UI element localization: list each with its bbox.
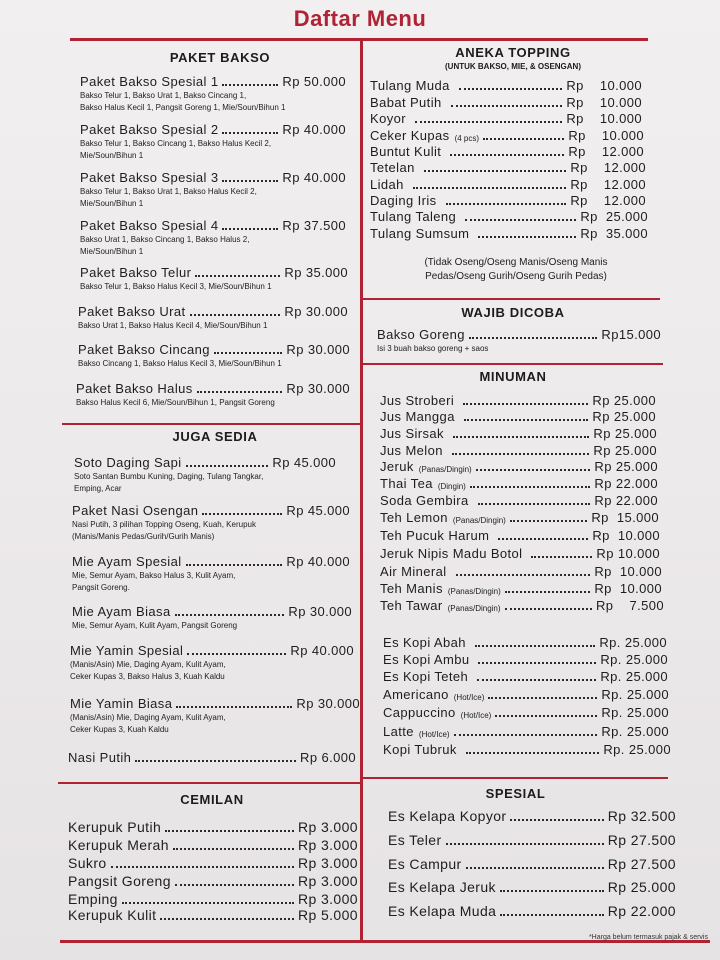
menu-item-jus-melon bbox=[380, 443, 657, 458]
menu-item-jeruk-nipis-madu-botol bbox=[380, 546, 660, 561]
item-name: Es Kelapa Kopyor bbox=[388, 808, 507, 824]
item-name: Jus Melon bbox=[380, 443, 443, 458]
section-divider bbox=[58, 782, 360, 784]
item-name: Kerupuk Putih bbox=[68, 819, 162, 835]
item-name: Mie Ayam Spesial bbox=[72, 554, 182, 569]
item-price: Rp 12.000 bbox=[570, 160, 646, 175]
item-name: Es Kopi Ambu bbox=[383, 652, 470, 667]
item-note: (Panas/Dingin) bbox=[418, 465, 472, 474]
menu-item-mie-ayam-spesial bbox=[72, 554, 350, 593]
menu-item-soda-gembira bbox=[380, 493, 658, 508]
item-price: Rp 40.000 bbox=[282, 122, 346, 137]
item-description: Bakso Cincang 1, Bakso Halus Kecil 3, Mie/Soun/Bihun 1 bbox=[78, 359, 282, 368]
section-divider bbox=[363, 777, 668, 779]
item-description: Isi 3 buah bakso goreng + saos bbox=[377, 344, 489, 353]
menu-item-ceker-kupas bbox=[370, 128, 644, 143]
item-note: (Hot/Ice) bbox=[453, 693, 485, 702]
menu-item-paket-nasi-osengan bbox=[72, 503, 350, 542]
item-note: (Panas/Dingin) bbox=[452, 516, 506, 525]
menu-item-latte bbox=[383, 724, 669, 739]
menu-item-es-kelapa-muda bbox=[388, 903, 676, 919]
menu-item-mie-ayam-biasa bbox=[72, 604, 352, 631]
item-name: Ceker Kupas bbox=[370, 128, 450, 143]
item-price: Rp 15.000 bbox=[591, 510, 659, 525]
menu-item-nasi-putih bbox=[68, 750, 356, 765]
item-name: Emping bbox=[68, 891, 118, 907]
menu-item-es-kelapa-kopyor bbox=[388, 808, 676, 824]
menu-item-americano bbox=[383, 687, 669, 702]
item-price: Rp 35.000 bbox=[284, 265, 348, 280]
menu-item-es-kopi-ambu bbox=[383, 652, 668, 667]
item-price: Rp. 25.000 bbox=[599, 635, 667, 650]
item-description: Bakso Telur 1, Bakso Urat 1, Bakso Cincang 1, bbox=[80, 91, 247, 100]
item-name: Paket Bakso Cincang bbox=[78, 342, 210, 357]
item-description: Mie/Soun/Bihun 1 bbox=[80, 199, 144, 208]
menu-item-jus-sirsak bbox=[380, 426, 657, 441]
item-price: Rp 25.000 bbox=[580, 209, 648, 224]
item-name: Sukro bbox=[68, 855, 107, 871]
menu-item-tetelan bbox=[370, 160, 646, 175]
item-name: Jeruk Nipis Madu Botol bbox=[380, 546, 523, 561]
item-description: Ceker Kupas 3, Kuah Kaldu bbox=[70, 725, 169, 734]
item-price: Rp 37.500 bbox=[282, 218, 346, 233]
item-name: Babat Putih bbox=[370, 95, 442, 110]
item-name: Paket Bakso Urat bbox=[78, 304, 186, 319]
title-divider bbox=[70, 38, 648, 41]
item-name: Kerupuk Merah bbox=[68, 837, 169, 853]
item-name: Es Campur bbox=[388, 856, 462, 872]
item-price: Rp 10.000 bbox=[566, 111, 642, 126]
item-price: Rp 10.000 bbox=[596, 546, 660, 561]
menu-item-teh-lemon bbox=[380, 510, 659, 525]
menu-item-jus-mangga bbox=[380, 409, 656, 424]
menu-item-paket-bakso-spesial-1 bbox=[80, 74, 346, 113]
menu-item-es-kelapa-jeruk bbox=[388, 879, 676, 895]
menu-item-kerupuk-merah bbox=[68, 837, 358, 853]
menu-item-daging-iris bbox=[370, 193, 646, 208]
item-name: Soto Daging Sapi bbox=[74, 455, 182, 470]
section-title-spesial: SPESIAL bbox=[485, 786, 546, 801]
section-divider bbox=[363, 363, 663, 365]
menu-item-es-teler bbox=[388, 832, 676, 848]
item-name: Mie Ayam Biasa bbox=[72, 604, 171, 619]
item-description: (Manis/Asin) Mie, Daging Ayam, Kulit Ayam, bbox=[70, 713, 226, 722]
item-price: Rp 40.000 bbox=[290, 643, 354, 658]
section-divider bbox=[363, 298, 660, 300]
item-name: Lidah bbox=[370, 177, 404, 192]
item-price: Rp 3.000 bbox=[297, 819, 358, 835]
note-line: (Tidak Oseng/Oseng Manis/Oseng Manis bbox=[424, 257, 608, 268]
item-name: Es Kelapa Jeruk bbox=[388, 879, 496, 895]
item-price: Rp 40.000 bbox=[282, 170, 346, 185]
menu-item-tulang-taleng bbox=[370, 209, 648, 224]
item-price: Rp 27.500 bbox=[607, 856, 676, 872]
item-name: Paket Bakso Spesial 2 bbox=[80, 122, 219, 137]
item-name: Es Kopi Teteh bbox=[383, 669, 469, 684]
item-price: Rp. 25.000 bbox=[600, 669, 668, 684]
item-price: Rp 12.000 bbox=[570, 177, 646, 192]
menu-item-paket-bakso-telur bbox=[80, 265, 348, 292]
item-name: Paket Bakso Spesial 3 bbox=[80, 170, 219, 185]
item-name: Paket Nasi Osengan bbox=[72, 503, 199, 518]
menu-item-pangsit-goreng bbox=[68, 873, 358, 889]
item-price: Rp 27.500 bbox=[607, 832, 676, 848]
item-price: Rp 3.000 bbox=[297, 837, 358, 853]
item-price: Rp 10.000 bbox=[566, 95, 642, 110]
item-price: Rp 12.000 bbox=[570, 193, 646, 208]
item-name: Paket Bakso Spesial 1 bbox=[80, 74, 219, 89]
item-description: (Manis/Manis Pedas/Gurih/Gurih Manis) bbox=[72, 532, 215, 541]
item-price: Rp 25.000 bbox=[594, 459, 658, 474]
item-name: Es Kelapa Muda bbox=[388, 903, 497, 919]
item-price: Rp 30.000 bbox=[284, 304, 348, 319]
item-name: Es Teler bbox=[388, 832, 442, 848]
item-note: (4 pcs) bbox=[454, 134, 480, 143]
menu-item-lidah bbox=[370, 177, 646, 192]
item-note: (Dingin) bbox=[437, 482, 466, 491]
item-description: Bakso Halus Kecil 6, Mie/Soun/Bihun 1, Pangsit Goreng bbox=[76, 398, 275, 407]
item-description: Bakso Halus Kecil 1, Pangsit Goreng 1, Mie/Soun/Bihun 1 bbox=[80, 103, 286, 112]
item-price: Rp 22.000 bbox=[594, 476, 658, 491]
item-price: Rp 10.000 bbox=[568, 128, 644, 143]
item-name: Latte bbox=[383, 724, 414, 739]
section-title-wajib-dicoba: WAJIB DICOBA bbox=[461, 305, 565, 320]
item-name: Buntut Kulit bbox=[370, 144, 442, 159]
menu-item-paket-bakso-urat bbox=[78, 304, 348, 331]
item-name: Thai Tea bbox=[380, 476, 433, 491]
menu-item-kerupuk-kulit bbox=[68, 907, 358, 923]
item-name: Pangsit Goreng bbox=[68, 873, 171, 889]
menu-item-mie-yamin-spesial bbox=[70, 643, 354, 682]
item-price: Rp 30.000 bbox=[288, 604, 352, 619]
item-name: Teh Manis bbox=[380, 581, 443, 596]
item-note: (Hot/Ice) bbox=[460, 711, 492, 720]
menu-item-thai-tea bbox=[380, 476, 658, 491]
item-price: Rp 10.000 bbox=[592, 528, 660, 543]
menu-item-jeruk bbox=[380, 459, 658, 474]
item-name: Paket Bakso Spesial 4 bbox=[80, 218, 219, 233]
note-line: Pedas/Oseng Gurih/Oseng Gurih Pedas) bbox=[425, 271, 607, 282]
menu-item-mie-yamin-biasa bbox=[70, 696, 360, 735]
item-price: Rp 22.000 bbox=[594, 493, 658, 508]
item-description: (Manis/Asin) Mie, Daging Ayam, Kulit Ayam, bbox=[70, 660, 226, 669]
column-divider bbox=[360, 40, 363, 940]
item-price: Rp 3.000 bbox=[297, 873, 358, 889]
item-name: Daging Iris bbox=[370, 193, 437, 208]
item-name: Nasi Putih bbox=[68, 750, 132, 765]
item-description: Mie/Soun/Bihun 1 bbox=[80, 247, 144, 256]
item-name: Paket Bakso Telur bbox=[80, 265, 192, 280]
item-name: Koyor bbox=[370, 111, 406, 126]
item-note: (Hot/Ice) bbox=[418, 730, 450, 739]
item-price: Rp 32.500 bbox=[607, 808, 676, 824]
item-price: Rp 45.000 bbox=[272, 455, 336, 470]
item-price: Rp. 25.000 bbox=[601, 687, 669, 702]
item-name: Tulang Muda bbox=[370, 78, 450, 93]
menu-item-paket-bakso-halus bbox=[76, 381, 350, 408]
section-divider bbox=[62, 423, 360, 425]
menu-item-es-campur bbox=[388, 856, 676, 872]
item-price: Rp 10.000 bbox=[566, 78, 642, 93]
item-price: Rp. 25.000 bbox=[603, 742, 671, 757]
item-price: Rp 6.000 bbox=[300, 750, 356, 765]
menu-item-es-kopi-teteh bbox=[383, 669, 668, 684]
item-price: Rp 25.000 bbox=[592, 409, 656, 424]
menu-item-air-mineral bbox=[380, 564, 662, 579]
item-name: Es Kopi Abah bbox=[383, 635, 466, 650]
menu-item-teh-manis bbox=[380, 581, 662, 596]
item-price: Rp15.000 bbox=[601, 327, 661, 342]
item-price: Rp 12.000 bbox=[568, 144, 644, 159]
section-title-juga-sedia: JUGA SEDIA bbox=[172, 429, 258, 444]
item-name: Teh Tawar bbox=[380, 598, 443, 613]
section-title-cemilan: CEMILAN bbox=[180, 792, 244, 807]
item-price: Rp 10.000 bbox=[594, 564, 662, 579]
item-price: Rp 3.000 bbox=[297, 891, 358, 907]
item-price: Rp 30.000 bbox=[286, 381, 350, 396]
menu-item-kerupuk-putih bbox=[68, 819, 358, 835]
menu-item-cappuccino bbox=[383, 705, 669, 720]
item-name: Jeruk bbox=[380, 459, 414, 474]
menu-item-babat-putih bbox=[370, 95, 642, 110]
item-price: Rp. 25.000 bbox=[601, 724, 669, 739]
item-description: Ceker Kupas 3, Bakso Halus 3, Kuah Kaldu bbox=[70, 672, 225, 681]
item-description: Bakso Telur 1, Bakso Halus Kecil 3, Mie/Soun/Bihun 1 bbox=[80, 282, 272, 291]
menu-item-tulang-sumsum bbox=[370, 226, 648, 241]
section-subtitle-aneka-topping: (UNTUK BAKSO, MIE, & OSENGAN) bbox=[445, 62, 581, 71]
item-name: Cappuccino bbox=[383, 705, 456, 720]
item-price: Rp 25.000 bbox=[593, 426, 657, 441]
item-name: Tulang Sumsum bbox=[370, 226, 470, 241]
section-title-aneka-topping: ANEKA TOPPING bbox=[455, 45, 571, 60]
menu-item-jus-stroberi bbox=[380, 393, 656, 408]
item-name: Air Mineral bbox=[380, 564, 447, 579]
item-price: Rp. 25.000 bbox=[601, 705, 669, 720]
item-name: Tetelan bbox=[370, 160, 415, 175]
oseng-options-note bbox=[366, 256, 666, 284]
item-price: Rp. 25.000 bbox=[600, 652, 668, 667]
item-price: Rp 25.000 bbox=[593, 443, 657, 458]
menu-item-es-kopi-abah bbox=[383, 635, 667, 650]
item-price: Rp 30.000 bbox=[286, 342, 350, 357]
item-name: Teh Pucuk Harum bbox=[380, 528, 490, 543]
item-price: Rp 5.000 bbox=[297, 907, 358, 923]
menu-item-paket-bakso-spesial-3 bbox=[80, 170, 346, 209]
item-name: Bakso Goreng bbox=[377, 327, 465, 342]
item-name: Jus Mangga bbox=[380, 409, 455, 424]
item-description: Soto Santan Bumbu Kuning, Daging, Tulang Tangkar, bbox=[74, 472, 264, 481]
item-name: Tulang Taleng bbox=[370, 209, 457, 224]
item-price: Rp 50.000 bbox=[282, 74, 346, 89]
item-note: (Panas/Dingin) bbox=[447, 587, 501, 596]
item-note: (Panas/Dingin) bbox=[447, 604, 501, 613]
item-name: Jus Stroberi bbox=[380, 393, 455, 408]
menu-item-kopi-tubruk bbox=[383, 742, 671, 757]
menu-item-paket-bakso-spesial-2 bbox=[80, 122, 346, 161]
menu-item-sukro bbox=[68, 855, 358, 871]
item-price: Rp 45.000 bbox=[286, 503, 350, 518]
price-footnote: *Harga belum termasuk pajak & servis bbox=[588, 934, 708, 941]
item-name: Paket Bakso Halus bbox=[76, 381, 193, 396]
item-name: Soda Gembira bbox=[380, 493, 469, 508]
item-description: Mie, Semur Ayam, Kulit Ayam, Pangsit Goreng bbox=[72, 621, 238, 630]
item-price: Rp 10.000 bbox=[594, 581, 662, 596]
item-description: Bakso Urat 1, Bakso Cincang 1, Bakso Halus 2, bbox=[80, 235, 250, 244]
item-description: Bakso Telur 1, Bakso Urat 1, Bakso Halus Kecil 2, bbox=[80, 187, 257, 196]
menu-title: Daftar Menu bbox=[293, 6, 427, 31]
item-description: Bakso Urat 1, Bakso Halus Kecil 4, Mie/Soun/Bihun 1 bbox=[78, 321, 268, 330]
item-description: Pangsit Goreng. bbox=[72, 583, 130, 592]
item-price: Rp 40.000 bbox=[286, 554, 350, 569]
item-name: Teh Lemon bbox=[380, 510, 448, 525]
item-price: Rp 25.000 bbox=[607, 879, 676, 895]
menu-item-emping bbox=[68, 891, 358, 907]
item-price: Rp 7.500 bbox=[596, 598, 664, 613]
item-price: Rp 22.000 bbox=[607, 903, 676, 919]
menu-item-buntut-kulit bbox=[370, 144, 644, 159]
menu-item-paket-bakso-cincang bbox=[78, 342, 350, 369]
item-name: Mie Yamin Biasa bbox=[70, 696, 173, 711]
item-description: Mie/Soun/Bihun 1 bbox=[80, 151, 144, 160]
menu-item-koyor bbox=[370, 111, 642, 126]
menu-item-soto-daging-sapi bbox=[74, 455, 336, 494]
menu-item-bakso-goreng bbox=[377, 327, 661, 354]
item-name: Jus Sirsak bbox=[380, 426, 444, 441]
item-price: Rp 25.000 bbox=[592, 393, 656, 408]
section-title-paket-bakso: PAKET BAKSO bbox=[169, 50, 271, 65]
item-description: Nasi Putih, 3 pilihan Topping Oseng, Kuah, Kerupuk bbox=[72, 520, 256, 529]
item-description: Mie, Semur Ayam, Bakso Halus 3, Kulit Ayam, bbox=[72, 571, 236, 580]
item-description: Emping, Acar bbox=[74, 484, 122, 493]
menu-item-tulang-muda bbox=[370, 78, 642, 93]
item-name: Mie Yamin Spesial bbox=[70, 643, 184, 658]
item-name: Kopi Tubruk bbox=[383, 742, 457, 757]
item-name: Americano bbox=[383, 687, 449, 702]
item-price: Rp 3.000 bbox=[297, 855, 358, 871]
item-name: Kerupuk Kulit bbox=[68, 907, 157, 923]
item-price: Rp 30.000 bbox=[296, 696, 360, 711]
menu-item-paket-bakso-spesial-4 bbox=[80, 218, 346, 257]
menu-item-teh-tawar bbox=[380, 598, 664, 613]
section-title-minuman: MINUMAN bbox=[479, 369, 547, 384]
menu-item-teh-pucuk-harum bbox=[380, 528, 660, 543]
item-description: Bakso Telur 1, Bakso Cincang 1, Bakso Halus Kecil 2, bbox=[80, 139, 272, 148]
item-price: Rp 35.000 bbox=[580, 226, 648, 241]
